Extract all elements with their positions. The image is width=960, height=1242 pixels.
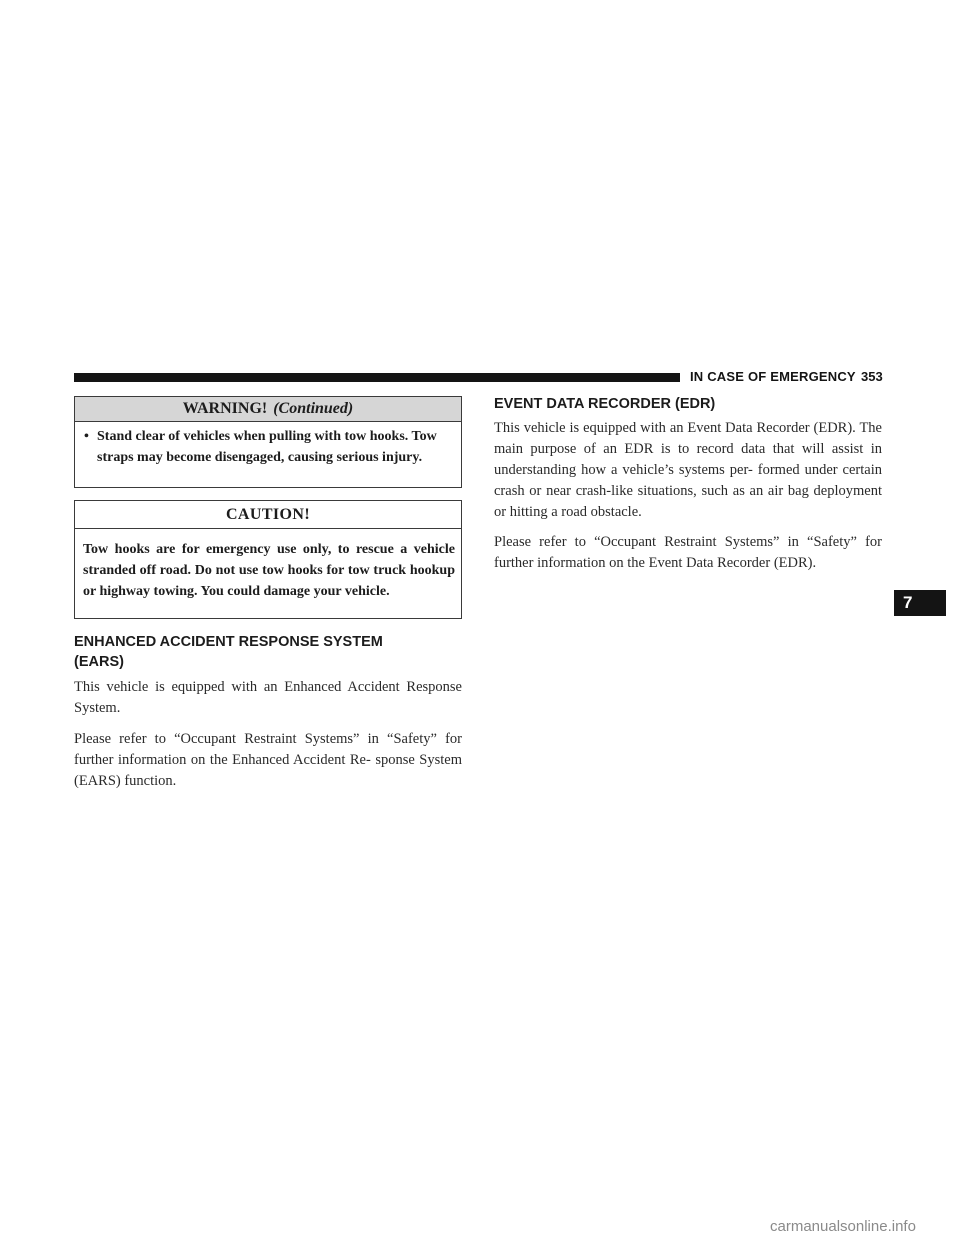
- warning-body: [75, 422, 461, 468]
- caution-header: CAUTION!: [75, 501, 461, 529]
- watermark: carmanualsonline.info: [770, 1218, 916, 1235]
- caution-text: Tow hooks are for emergency use only, to rescue a vehicle stranded off road. Do not use tow hooks for tow truck hookup or highway towing. You could damage your vehicle.: [83, 542, 455, 599]
- warning-header: [75, 397, 461, 422]
- edr-paragraph-2: Please refer to “Occupant Restraint Systems” in “Safety” for further information on the Event Data Recorder (EDR).: [494, 534, 882, 571]
- bullet-icon: •: [84, 429, 89, 444]
- warning-continued: (Continued): [273, 400, 354, 417]
- warning-label: WARNING!: [182, 400, 268, 417]
- chapter-tab: 7: [894, 590, 946, 616]
- edr-heading: EVENT DATA RECORDER (EDR): [494, 396, 716, 412]
- page-number: 353: [861, 369, 883, 384]
- page-header-title: IN CASE OF EMERGENCY: [690, 369, 856, 384]
- caution-box: [74, 500, 462, 619]
- ears-heading: [74, 632, 464, 672]
- warning-box: [74, 396, 462, 488]
- header-rule: [74, 373, 680, 382]
- warning-text: Stand clear of vehicles when pulling with tow hooks. Tow straps may become disengaged, causing serious injury.: [97, 429, 437, 465]
- ears-paragraph-2: Please refer to “Occupant Restraint Systems” in “Safety” for further information on the Enhanced Accident Re- sponse System (EARS) function.: [74, 731, 462, 789]
- edr-paragraph-1: This vehicle is equipped with an Event Data Recorder (EDR). The main purpose of an EDR is to record data that will assist in understanding how a vehicle’s systems per- formed under certain crash or near crash-like situations, such as an air bag deployment or hitting a road obstacle.: [494, 420, 882, 520]
- ears-heading-line1: ENHANCED ACCIDENT RESPONSE SYSTEM: [74, 634, 383, 650]
- ears-heading-line2: (EARS): [74, 654, 124, 670]
- ears-paragraph-1: This vehicle is equipped with an Enhanced Accident Response System.: [74, 679, 462, 716]
